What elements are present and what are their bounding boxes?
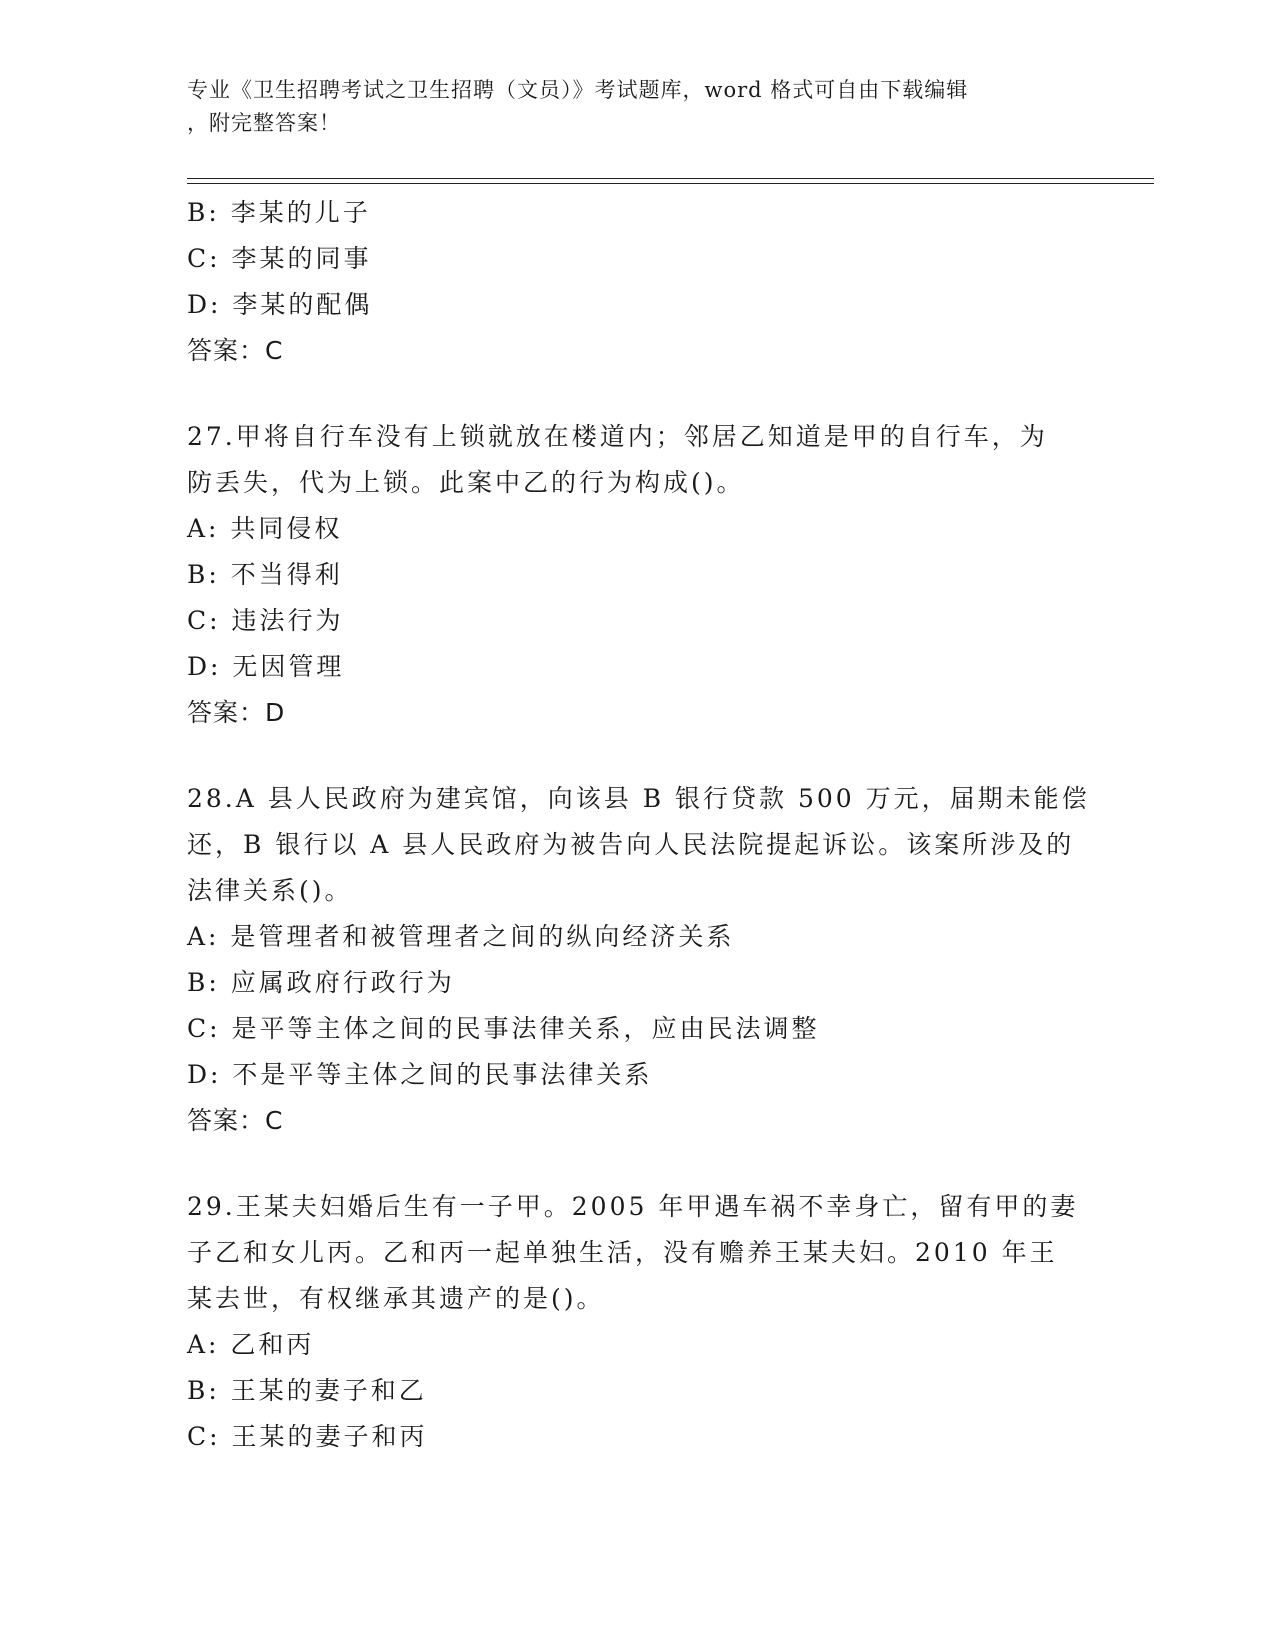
question-list bbox=[187, 190, 1090, 1460]
option-c: C: 是平等主体之间的民事法律关系，应由民法调整 bbox=[187, 1014, 820, 1043]
question-stem-line: 防丢失，代为上锁。此案中乙的行为构成()。 bbox=[187, 468, 745, 497]
question-stem-line: 27.甲将自行车没有上锁就放在楼道内；邻居乙知道是甲的自行车，为 bbox=[187, 422, 1048, 451]
question-29 bbox=[187, 1184, 1087, 1460]
option-d: D: 李某的配偶 bbox=[187, 290, 373, 319]
option-d: D: 不是平等主体之间的民事法律关系 bbox=[187, 1060, 653, 1089]
header-line-2: ，附完整答案！ bbox=[187, 111, 341, 135]
answer-line: 答案：C bbox=[187, 336, 284, 365]
prev-question bbox=[187, 190, 1087, 374]
option-a: A: 乙和丙 bbox=[187, 1330, 315, 1359]
option-b: B: 应属政府行政行为 bbox=[187, 968, 455, 997]
option-a: A: 是管理者和被管理者之间的纵向经济关系 bbox=[187, 922, 735, 951]
option-b: B: 不当得利 bbox=[187, 560, 343, 589]
header-rule-bottom bbox=[187, 183, 1154, 184]
question-stem-line: 28.A 县人民政府为建宾馆，向该县 B 银行贷款 500 万元，届期未能偿 bbox=[187, 784, 1090, 813]
answer-line: 答案：D bbox=[187, 698, 286, 727]
header-line-1: 专业《卫生招聘考试之卫生招聘（文员）》考试题库，word 格式可自由下载编辑 bbox=[187, 78, 969, 102]
option-c: C: 违法行为 bbox=[187, 606, 344, 635]
question-stem-line: 子乙和女儿丙。乙和丙一起单独生活，没有赡养王某夫妇。2010 年王 bbox=[187, 1238, 1058, 1267]
header-rule-top bbox=[187, 178, 1154, 179]
question-stem-line: 还，B 银行以 A 县人民政府为被告向人民法院提起诉讼。该案所涉及的 bbox=[187, 830, 1075, 859]
option-b: B: 王某的妻子和乙 bbox=[187, 1376, 427, 1405]
question-27 bbox=[187, 414, 1087, 736]
question-stem-line: 29.王某夫妇婚后生有一子甲。2005 年甲遇车祸不幸身亡，留有甲的妻 bbox=[187, 1192, 1079, 1221]
option-a: A: 共同侵权 bbox=[187, 514, 343, 543]
option-b: B: 李某的儿子 bbox=[187, 198, 371, 227]
question-stem-line: 法律关系()。 bbox=[187, 876, 353, 905]
option-d: D: 无因管理 bbox=[187, 652, 345, 681]
answer-line: 答案：C bbox=[187, 1106, 284, 1135]
question-28 bbox=[187, 776, 1090, 1144]
document-header bbox=[187, 74, 1087, 140]
option-c: C: 李某的同事 bbox=[187, 244, 372, 273]
question-stem-line: 某去世，有权继承其遗产的是()。 bbox=[187, 1284, 605, 1313]
option-c: C: 王某的妻子和丙 bbox=[187, 1422, 428, 1451]
